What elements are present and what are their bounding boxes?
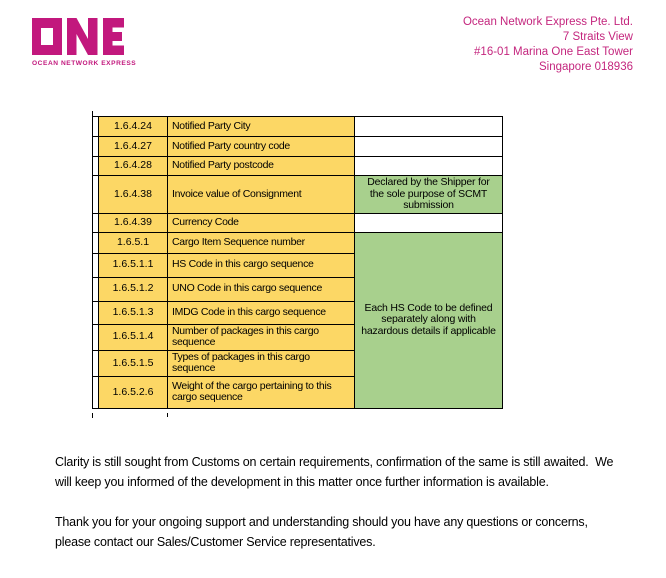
description-cell: Invoice value of Consignment bbox=[168, 176, 355, 214]
code-cell: 1.6.5.1.2 bbox=[99, 277, 168, 301]
table-row bbox=[93, 137, 503, 157]
description-cell: Cargo Item Sequence number bbox=[168, 232, 355, 253]
description-cell: IMDG Code in this cargo sequence bbox=[168, 301, 355, 324]
border-stub bbox=[92, 413, 93, 418]
logo-subtext: OCEAN NETWORK EXPRESS bbox=[32, 60, 137, 67]
note-cell bbox=[355, 137, 503, 157]
table-row bbox=[93, 232, 503, 253]
description-cell: Weight of the cargo pertaining to this cargo sequence bbox=[168, 376, 355, 408]
table-row bbox=[93, 176, 503, 214]
description-cell: Types of packages in this cargo sequence bbox=[168, 350, 355, 376]
border-stub bbox=[167, 413, 168, 417]
code-cell: 1.6.5.1.1 bbox=[99, 253, 168, 277]
paragraph-thanks: Thank you for your ongoing support and understanding should you have any questions or concerns, please contact our Sales/Customer Service representatives. bbox=[55, 515, 592, 549]
address-line: #16-01 Marina One East Tower bbox=[474, 46, 633, 58]
address-line: Singapore 018936 bbox=[539, 61, 633, 73]
description-cell: Notified Party City bbox=[168, 117, 355, 137]
paragraph-clarity: Clarity is still sought from Customs on certain requirements, confirmation of the same is still awaited. We will keep you informed of the development in this matter once further information is available. bbox=[55, 455, 617, 489]
note-cell: Declared by the Shipper for the sole purpose of SCMT submission bbox=[355, 176, 503, 214]
code-cell: 1.6.5.2.6 bbox=[99, 376, 168, 408]
code-cell: 1.6.5.1.5 bbox=[99, 350, 168, 376]
one-logo-icon bbox=[32, 18, 124, 55]
one-logo bbox=[32, 18, 137, 67]
address-line: Ocean Network Express Pte. Ltd. bbox=[462, 16, 633, 28]
merged-note-cell: Each HS Code to be defined separately along with hazardous details if applicable bbox=[355, 232, 503, 408]
table-row bbox=[93, 117, 503, 137]
description-cell: Number of packages in this cargo sequence bbox=[168, 324, 355, 350]
note-cell bbox=[355, 117, 503, 137]
table-row bbox=[93, 157, 503, 176]
code-cell: 1.6.4.39 bbox=[99, 213, 168, 232]
description-cell: UNO Code in this cargo sequence bbox=[168, 277, 355, 301]
note-cell bbox=[355, 213, 503, 232]
code-cell: 1.6.4.38 bbox=[99, 176, 168, 214]
code-cell: 1.6.5.1.3 bbox=[99, 301, 168, 324]
description-cell: Currency Code bbox=[168, 213, 355, 232]
code-cell: 1.6.4.24 bbox=[99, 117, 168, 137]
code-cell: 1.6.4.28 bbox=[99, 157, 168, 176]
description-cell: Notified Party country code bbox=[168, 137, 355, 157]
requirements-table bbox=[92, 116, 503, 409]
code-cell: 1.6.5.1.4 bbox=[99, 324, 168, 350]
company-address bbox=[463, 15, 633, 75]
border-stub bbox=[92, 111, 93, 116]
description-cell: Notified Party postcode bbox=[168, 157, 355, 176]
code-cell: 1.6.5.1 bbox=[99, 232, 168, 253]
code-cell: 1.6.4.27 bbox=[99, 137, 168, 157]
table-row bbox=[93, 213, 503, 232]
description-cell: HS Code in this cargo sequence bbox=[168, 253, 355, 277]
address-line: 7 Straits View bbox=[562, 31, 633, 43]
note-cell bbox=[355, 157, 503, 176]
